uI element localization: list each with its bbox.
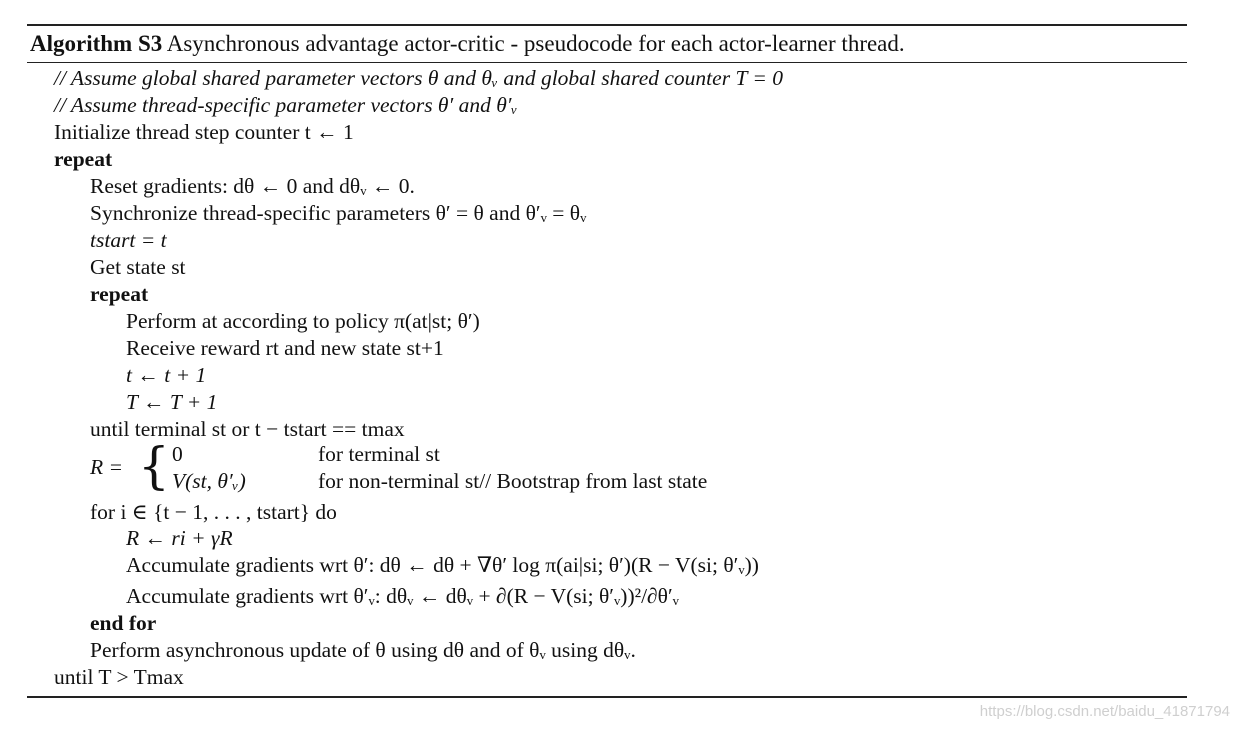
return-label: R = — [90, 455, 124, 479]
end-for-keyword: end for — [90, 611, 157, 635]
until-terminal-line: until terminal st or t − tstart == tmax — [90, 417, 405, 441]
cases-brace-icon: { — [138, 437, 170, 495]
algorithm-caption — [30, 28, 905, 60]
increment-T-line: T ← T + 1 — [126, 390, 218, 414]
algorithm-label: Algorithm S3 — [30, 31, 163, 56]
until-tmax-line: until T > Tmax — [54, 665, 184, 689]
increment-t-line: t ← t + 1 — [126, 363, 207, 387]
policy-gradient-line: Accumulate gradients wrt θ′: dθ ← dθ + ∇θ′ log π(ai|si; θ′)(R − V(si; θ′ᵥ)) — [126, 553, 759, 577]
async-update-line: Perform asynchronous update of θ using dθ and of θᵥ using dθᵥ. — [90, 638, 636, 662]
caption-rule — [27, 62, 1187, 63]
value-gradient-line: Accumulate gradients wrt θ′ᵥ: dθᵥ ← dθᵥ + ∂(R − V(si; θ′ᵥ))²/∂θ′ᵥ — [126, 584, 679, 608]
receive-reward-line: Receive reward rt and new state st+1 — [126, 336, 444, 360]
synchronize-params-line: Synchronize thread-specific parameters θ′ = θ and θ′ᵥ = θᵥ — [90, 201, 587, 225]
bottom-rule — [27, 696, 1187, 698]
case-terminal-value: 0 — [172, 442, 183, 466]
inner-repeat-keyword: repeat — [90, 282, 149, 306]
case-terminal-condition: for terminal st — [318, 442, 440, 466]
return-update-line: R ← ri + γR — [126, 526, 233, 550]
comment-global-params: // Assume global shared parameter vectors θ and θᵥ and global shared counter T = 0 — [54, 66, 784, 90]
case-nonterminal-condition: for non-terminal st// Bootstrap from last state — [318, 469, 708, 493]
init-counter-line: Initialize thread step counter t ← 1 — [54, 120, 354, 144]
watermark-text: https://blog.csdn.net/baidu_41871794 — [979, 703, 1230, 720]
case-nonterminal-value: V(st, θ′ᵥ) — [172, 469, 246, 493]
for-loop-line: for i ∈ {t − 1, . . . , tstart} do — [90, 500, 337, 524]
algorithm-title: Asynchronous advantage actor-critic - pseudocode for each actor-learner thread. — [166, 31, 905, 56]
comment-thread-params: // Assume thread-specific parameter vectors θ′ and θ′ᵥ — [54, 93, 518, 117]
tstart-assign-line: tstart = t — [90, 228, 167, 252]
outer-repeat-keyword: repeat — [54, 147, 113, 171]
top-rule — [27, 24, 1187, 26]
get-state-line: Get state st — [90, 255, 186, 279]
perform-action-line: Perform at according to policy π(at|st; θ′) — [126, 309, 480, 333]
reset-gradients-line: Reset gradients: dθ ← 0 and dθᵥ ← 0. — [90, 174, 415, 198]
